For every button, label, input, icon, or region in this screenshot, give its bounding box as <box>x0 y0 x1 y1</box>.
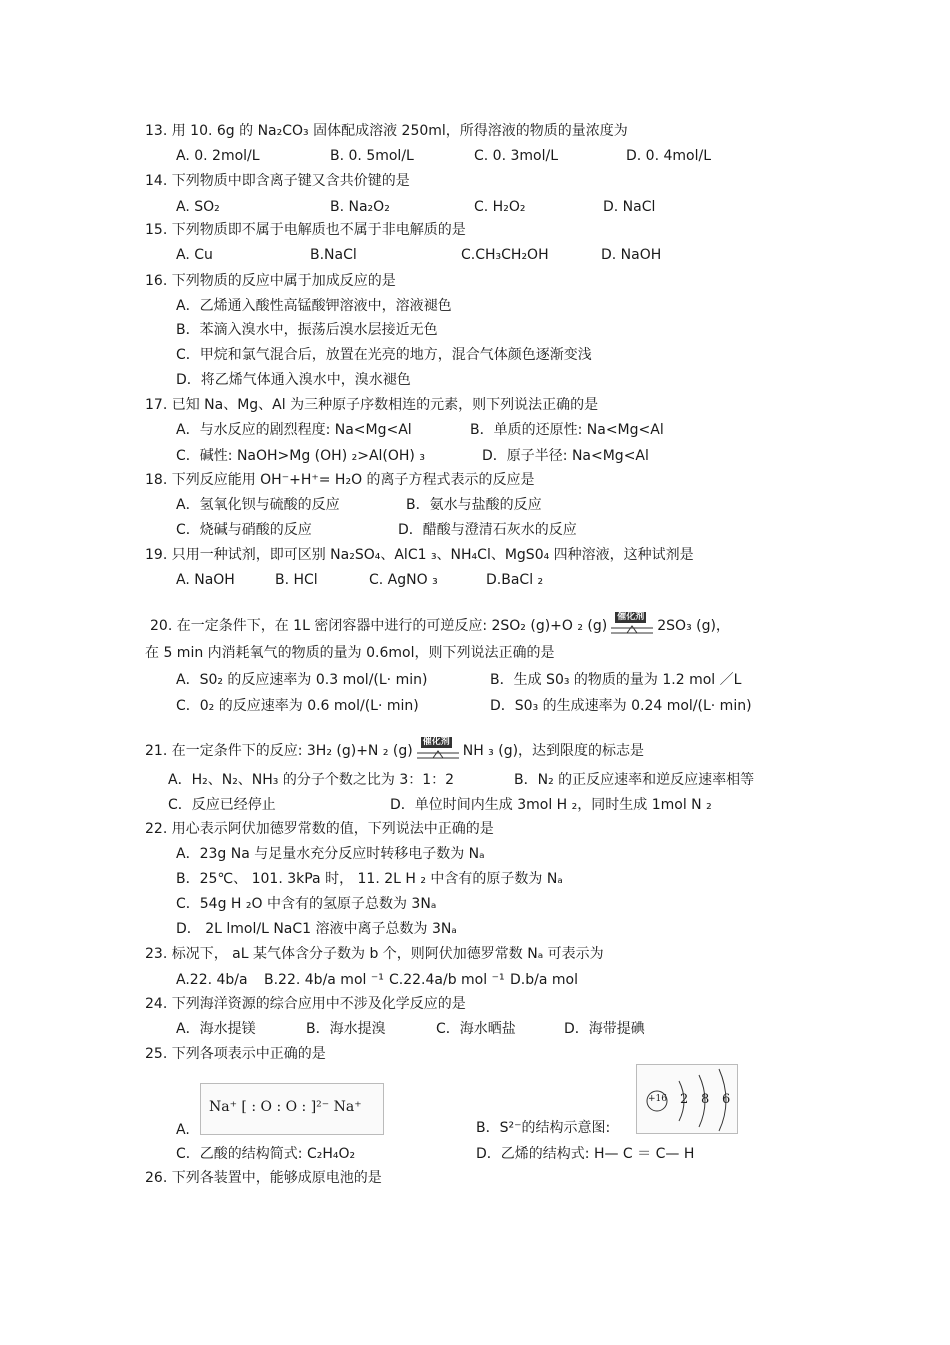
q15-option-c: C.CH₃CH₂OH <box>461 247 549 263</box>
catalyst-arrow-icon <box>415 737 461 765</box>
q22-option-a: A．23g Na 与足量水充分反应时转移电子数为 Nₐ <box>176 846 485 862</box>
q20-stem-line2: 在 5 min 内消耗氧气的物质的量为 0.6mol，则下列说法正确的是 <box>145 645 555 661</box>
q22-option-d: D． 2L lmol/L NaC1 溶液中离子总数为 3Nₐ <box>176 921 457 937</box>
q14-option-d: D. NaCl <box>603 199 656 215</box>
q21-option-b: B．N₂ 的正反应速率和逆反应速率相等 <box>514 772 755 788</box>
q23-option-c: C.22.4a/b mol ⁻¹ <box>389 972 505 988</box>
q20-option-a: A．S0₂ 的反应速率为 0.3 mol/(L· min) <box>176 672 428 688</box>
q18-option-a: A．氢氧化钡与硫酸的反应 <box>176 497 340 513</box>
q13-option-b: B. 0. 5mol/L <box>330 148 414 164</box>
q23-option-a: A.22. 4b/a <box>176 972 248 988</box>
catalyst-label: 催化剂 <box>422 737 450 747</box>
q21-option-a: A．H₂、N₂、NH₃ 的分子个数之比为 3：1：2 <box>168 772 455 788</box>
q24-option-a: A．海水提镁 <box>176 1021 256 1037</box>
shell-2-electrons: 8 <box>701 1092 710 1107</box>
q14-option-a: A. SO₂ <box>176 199 220 215</box>
q18-stem: 18. 下列反应能用 OH⁻+H⁺= H₂O 的离子方程式表示的反应是 <box>145 472 535 488</box>
q19-option-a: A. NaOH <box>176 572 235 588</box>
q18-option-d: D．醋酸与澄清石灰水的反应 <box>398 522 577 538</box>
q26-stem: 26. 下列各装置中，能够成原电池的是 <box>145 1170 382 1186</box>
q22-option-b: B．25℃、 101. 3kPa 时， 11. 2L H ₂ 中含有的原子数为 Nₐ <box>176 871 563 887</box>
q14-option-b: B. Na₂O₂ <box>330 199 390 215</box>
q19-option-d: D.BaCl ₂ <box>486 572 544 588</box>
q25-option-b: B．S²⁻的结构示意图: <box>476 1120 611 1136</box>
q17-option-d: D．原子半径: Na<Mg<Al <box>482 448 649 464</box>
q13-option-d: D. 0. 4mol/L <box>626 148 712 164</box>
q15-option-a: A. Cu <box>176 247 213 263</box>
catalyst-arrow-icon <box>609 612 655 640</box>
q23-option-b: B.22. 4b/a mol ⁻¹ <box>264 972 384 988</box>
q24-option-d: D．海带提碘 <box>564 1021 645 1037</box>
q23-stem: 23. 标况下， aL 某气体含分子数为 b 个，则阿伏加德罗常数 Nₐ 可表示为 <box>145 946 604 962</box>
nucleus-charge: +16 <box>648 1094 667 1104</box>
q16-option-d: D．将乙烯气体通入溴水中，溴水褪色 <box>176 372 411 388</box>
q20-stem <box>150 612 730 640</box>
q20-option-b: B．生成 S0₃ 的物质的量为 1.2 mol ／L <box>490 672 742 688</box>
q25-option-d: D．乙烯的结构式: H— C ＝ C— H <box>476 1146 695 1162</box>
q21-stem-post: NH ₃ (g)，达到限度的标志是 <box>462 743 645 759</box>
q21-option-c: C．反应已经停止 <box>168 797 276 813</box>
q18-option-b: B．氨水与盐酸的反应 <box>406 497 542 513</box>
q16-option-a: A．乙烯通入酸性高锰酸钾溶液中，溶液褪色 <box>176 298 452 314</box>
q21-stem <box>145 737 644 765</box>
catalyst-label: 催化剂 <box>617 612 645 622</box>
q20-option-d: D．S0₃ 的生成速率为 0.24 mol/(L· min) <box>490 698 752 714</box>
q17-option-c: C．碱性: NaOH>Mg (OH) ₂>Al(OH) ₃ <box>176 448 425 464</box>
q25-option-c: C．乙酸的结构简式: C₂H₄O₂ <box>176 1146 356 1162</box>
q23-option-d: D.b/a mol <box>510 972 578 988</box>
q22-option-c: C．54g H ₂O 中含有的氢原子总数为 3Nₐ <box>176 896 437 912</box>
q20-option-c: C．0₂ 的反应速率为 0.6 mol/(L· min) <box>176 698 419 714</box>
q25-stem: 25. 下列各项表示中正确的是 <box>145 1046 326 1062</box>
q24-option-c: C．海水晒盐 <box>436 1021 516 1037</box>
q20-stem-post: 2SO₃ (g)， <box>657 618 730 634</box>
q19-option-b: B. HCl <box>275 572 318 588</box>
q15-option-d: D. NaOH <box>601 247 662 263</box>
q14-option-c: C. H₂O₂ <box>474 199 526 215</box>
q19-stem: 19. 只用一种试剂，即可区别 Na₂SO₄、AlC1 ₃、NH₄Cl、MgS0₄ 四种溶液，这种试剂是 <box>145 547 694 563</box>
q15-option-b: B.NaCl <box>310 247 357 263</box>
q24-stem: 24. 下列海洋资源的综合应用中不涉及化学反应的是 <box>145 996 466 1012</box>
q24-option-b: B．海水提溴 <box>306 1021 386 1037</box>
q15-stem: 15. 下列物质即不属于电解质也不属于非电解质的是 <box>145 222 466 238</box>
atomic-structure-diagram <box>636 1064 738 1134</box>
q16-option-c: C．甲烷和氯气混合后，放置在光亮的地方，混合气体颜色逐渐变浅 <box>176 347 592 363</box>
shell-1-electrons: 2 <box>680 1092 689 1107</box>
q21-stem-pre: 21. 在一定条件下的反应: 3H₂ (g)+N ₂ (g) <box>145 743 413 759</box>
q17-stem: 17. 已知 Na、Mg、Al 为三种原子序数相连的元素，则下列说法正确的是 <box>145 397 599 413</box>
electron-dot-formula: Na⁺ [ : O : O : ]²⁻ Na⁺ <box>209 1099 362 1115</box>
q14-stem: 14. 下列物质中即含离子键又含共价键的是 <box>145 173 410 189</box>
q22-stem: 22. 用心表示阿伏加德罗常数的值，下列说法中正确的是 <box>145 821 494 837</box>
q20-stem-pre: 20. 在一定条件下，在 1L 密闭容器中进行的可逆反应: 2SO₂ (g)+O ₂ (g) <box>150 618 608 634</box>
q21-option-d: D．单位时间内生成 3mol H ₂，同时生成 1mol N ₂ <box>390 797 712 813</box>
q18-option-c: C．烧碱与硝酸的反应 <box>176 522 312 538</box>
q16-stem: 16. 下列物质的反应中属于加成反应的是 <box>145 273 396 289</box>
q25-option-a: A. <box>176 1122 190 1138</box>
q19-option-c: C. AgNO ₃ <box>369 572 438 588</box>
q17-option-b: B．单质的还原性: Na<Mg<Al <box>470 422 664 438</box>
q13-option-a: A. 0. 2mol/L <box>176 148 260 164</box>
q16-option-b: B．苯滴入溴水中，振荡后溴水层接近无色 <box>176 322 438 338</box>
electron-dot-structure-image <box>200 1083 384 1135</box>
q13-option-c: C. 0. 3mol/L <box>474 148 558 164</box>
q13-stem: 13. 用 10. 6g 的 Na₂CO₃ 固体配成溶液 250ml，所得溶液的物质的量浓度为 <box>145 123 628 139</box>
q17-option-a: A．与水反应的剧烈程度: Na<Mg<Al <box>176 422 412 438</box>
shell-3-electrons: 6 <box>722 1092 731 1107</box>
